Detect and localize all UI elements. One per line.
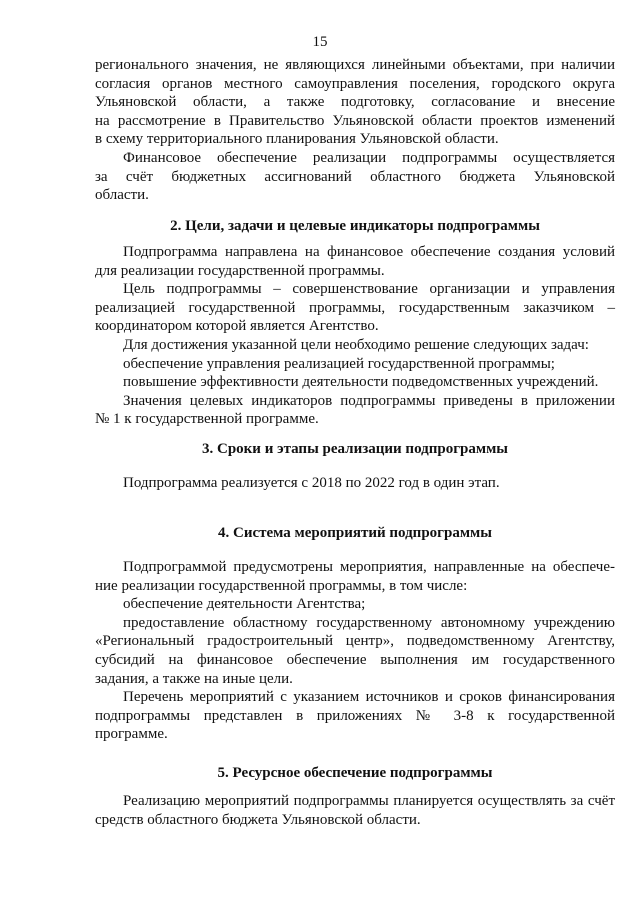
section-4-body: [95, 558, 615, 744]
text-line: ние реализации государственной программы, в том числе:: [95, 577, 468, 594]
section-heading: 3. Сроки и этапы реализации подпрограммы: [201, 441, 509, 457]
intro-block: [95, 56, 615, 205]
text-line: области.: [95, 187, 149, 204]
text-line: обеспечение деятельности Агентства;: [123, 596, 366, 613]
text-line: средств областного бюджета Ульяновской области.: [95, 811, 421, 828]
text-line: регионального значения, не являющихся линейными объектами, при наличии: [95, 57, 615, 73]
section-3-body: [95, 474, 615, 493]
page-number: 15: [312, 34, 328, 50]
text-line: Реализацию мероприятий подпрограммы планируется осуществлять за счёт: [123, 793, 615, 809]
text-line: Подпрограмма направлена на финансовое обеспечение создания условий: [123, 244, 615, 260]
text-line: Цель подпрограммы – совершенствование организации и управления: [123, 281, 615, 298]
text-line: Ульяновской области, а также подготовку, согласование и внесение: [95, 94, 615, 111]
text-line: в схему территориального планирования Ульяновской области.: [95, 131, 499, 148]
section-2-body: [95, 243, 615, 429]
text-line: № 1 к государственной программе.: [95, 411, 319, 428]
text-line: Значения целевых индикаторов подпрограммы приведены в приложении: [123, 392, 615, 409]
section-5-body: [95, 792, 615, 829]
text-line: повышение эффективности деятельности подведомственных учреждений.: [123, 374, 599, 391]
text-line: Подпрограммой предусмотрены мероприятия, направленные на обеспече-: [123, 559, 615, 575]
text-line: Перечень мероприятий с указанием источников и сроков финансирования: [123, 689, 615, 706]
text-line: за счёт бюджетных ассигнований областного бюджета Ульяновской: [95, 168, 615, 185]
text-line: предоставление областному государственному автономному учреждению: [123, 614, 615, 631]
text-line: обеспечение управления реализацией государственной программы;: [123, 355, 555, 372]
text-line: реализацией государственной программы, государственным заказчиком –: [95, 299, 615, 316]
text-line: согласия органов местного самоуправления поселения, городского округа: [95, 75, 615, 92]
section-heading: 4. Система мероприятий подпрограммы: [218, 525, 492, 541]
text-line: координатором которой является Агентство.: [95, 318, 379, 335]
text-line: Для достижения указанной цели необходимо решение следующих задач:: [123, 336, 589, 353]
section-heading: 5. Ресурсное обеспечение подпрограммы: [217, 765, 493, 781]
text-line: для реализации государственной программы.: [95, 262, 385, 279]
text-line: на рассмотрение в Правительство Ульяновской области проектов изменений: [95, 112, 615, 129]
text-line: субсидий на финансовое обеспечение выполнения им государственного: [95, 651, 615, 668]
text-line: «Региональный градостроительный центр», подведомственному Агентству,: [95, 633, 615, 650]
text-line: Финансовое обеспечение реализации подпрограммы осуществляется: [123, 149, 615, 166]
text-line: Подпрограмма реализуется с 2018 по 2022 год в один этап.: [123, 475, 500, 491]
text-line: программе.: [95, 726, 168, 743]
text-line: подпрограммы представлен в приложениях № 3-8 к государственной: [95, 707, 615, 724]
section-heading: 2. Цели, задачи и целевые индикаторы подпрограммы: [170, 218, 540, 234]
text-line: задания, а также на иные цели.: [95, 670, 293, 687]
